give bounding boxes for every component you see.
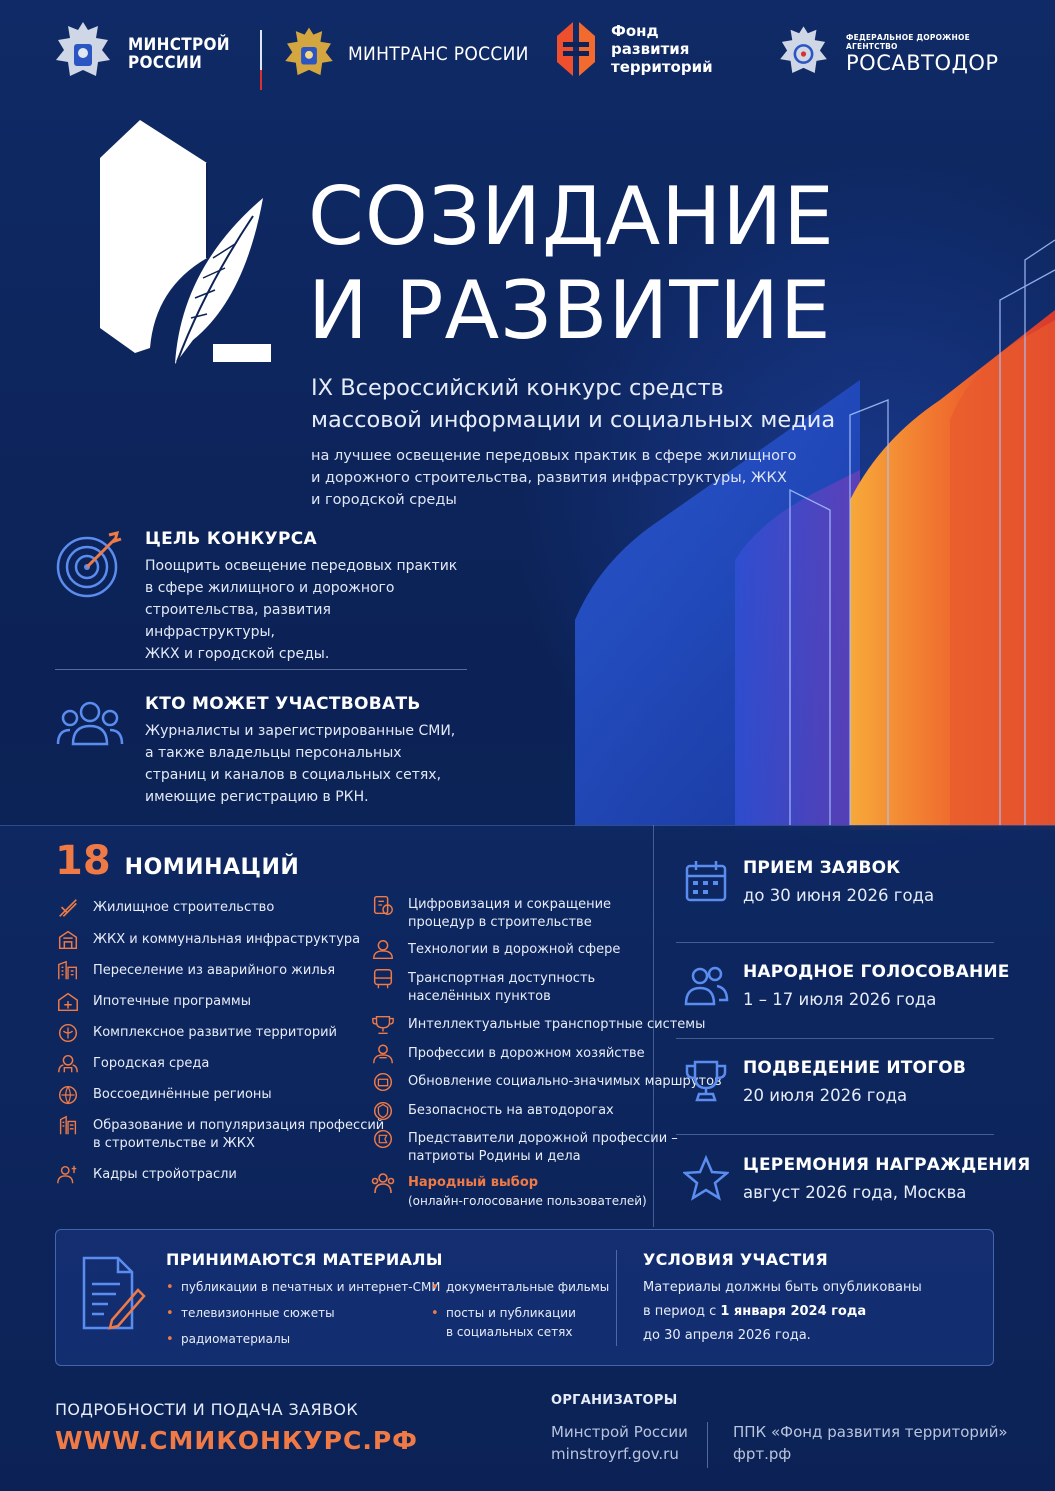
- nomination-item: [55, 1055, 209, 1076]
- participants-section: [55, 694, 475, 814]
- nomination-label-line: Обновление социально-значимых маршрутов: [408, 1074, 722, 1089]
- mortgage-icon: [55, 990, 81, 1014]
- document-pen-icon: [78, 1254, 146, 1334]
- nomination-label: [408, 970, 595, 1006]
- nomination-item: [370, 970, 595, 1006]
- people-vote-icon: [683, 962, 729, 1008]
- nomination-label-line: Представители дорожной профессии –: [408, 1131, 678, 1146]
- nomination-label-line: Профессии в дорожном хозяйстве: [408, 1046, 645, 1061]
- nomination-item: [370, 1045, 645, 1066]
- organizers-label: ОРГАНИЗАТОРЫ: [551, 1393, 678, 1408]
- nomination-item: [370, 1016, 705, 1037]
- nomination-item: [370, 1102, 614, 1123]
- frt-mark-icon: [553, 18, 599, 80]
- material-item: [431, 1304, 576, 1342]
- its-icon: [370, 1013, 396, 1037]
- conditions-text: [643, 1276, 973, 1348]
- nomination-item: [370, 941, 620, 962]
- nomination-label: [408, 1073, 722, 1091]
- utility-building-icon: [55, 928, 81, 952]
- nomination-item: [55, 993, 251, 1014]
- details-label: ПОДРОБНОСТИ И ПОДАЧА ЗАЯВОК: [55, 1400, 359, 1419]
- logo-bar: [50, 18, 1010, 98]
- house-move-icon: [55, 959, 81, 983]
- nomination-label-line: Цифровизация и сокращение: [408, 897, 612, 912]
- coat-of-arms-icon: [50, 18, 116, 90]
- logo-divider: [260, 30, 262, 90]
- nomination-label: [408, 941, 620, 959]
- conditions-line-prefix: в период с: [643, 1304, 721, 1319]
- nomination-label: [93, 1024, 337, 1042]
- organizer-site-link[interactable]: minstroyrf.gov.ru: [551, 1445, 679, 1463]
- organizer-site-link[interactable]: фрт.рф: [733, 1445, 792, 1463]
- peoples-choice-icon: [370, 1171, 396, 1195]
- crane-icon: [55, 896, 81, 920]
- participants-line: имеющие регистрацию в РКН.: [145, 789, 369, 805]
- bus-route-icon: [370, 1070, 396, 1094]
- nomination-item: [370, 896, 611, 932]
- nomination-item: [55, 931, 360, 952]
- conditions-line: до 30 апреля 2026 года.: [643, 1328, 811, 1343]
- organizer-frt: [733, 1421, 1008, 1465]
- participants-line: страниц и каналов в социальных сетях,: [145, 767, 442, 783]
- road-tech-icon: [370, 938, 396, 962]
- nomination-label-line: ЖКХ и коммунальная инфраструктура: [93, 932, 361, 947]
- nomination-item: [55, 1086, 272, 1107]
- nomination-label-line: Транспортная доступность: [408, 971, 596, 986]
- nomination-label: [93, 899, 274, 917]
- schedule-divider: [676, 942, 994, 943]
- frt-line-3: территорий: [611, 58, 713, 76]
- nomination-label-line: Безопасность на автодорогах: [408, 1103, 614, 1118]
- goal-text: [145, 555, 465, 665]
- digital-icon: [370, 893, 396, 917]
- title-line-2: И РАЗВИТИЕ: [308, 264, 832, 357]
- nomination-label: [93, 1086, 272, 1104]
- mintrans-name: МИНТРАНС РОССИИ: [348, 43, 529, 65]
- note-line-1: на лучшее освещение передовых практик в сфере жилищного: [311, 448, 797, 464]
- subtitle-line-2: массовой информации и социальных медиа: [311, 407, 836, 433]
- road-worker-icon: [370, 1042, 396, 1066]
- nomination-item: [55, 1117, 384, 1153]
- people-group-icon: [55, 694, 125, 764]
- territory-icon: [55, 1021, 81, 1045]
- nomination-peoples-choice: [370, 1174, 647, 1210]
- nomination-label: [93, 1166, 237, 1184]
- education-icon: [55, 1114, 81, 1138]
- goal-section: [55, 529, 475, 662]
- nomination-label: [408, 1016, 705, 1034]
- note-line-3: и городской среды: [311, 492, 457, 508]
- materials-box: [55, 1229, 994, 1366]
- title-line-1: СОЗИДАНИЕ: [308, 170, 835, 263]
- contest-logo-icon: [95, 118, 275, 368]
- rosavtodor-title: РОСАВТОДОР: [846, 51, 999, 75]
- frt-logo: [553, 18, 713, 80]
- goal-line: ЖКХ и городской среды.: [145, 646, 330, 662]
- coat-of-arms-icon: [775, 18, 832, 90]
- schedule-date: 1 – 17 июля 2026 года: [743, 990, 937, 1009]
- conditions-line: Материалы должны быть опубликованы: [643, 1280, 922, 1295]
- material-item: • радиоматериалы: [166, 1330, 290, 1349]
- nomination-label-line: процедур в строительстве: [408, 915, 592, 930]
- target-icon: [55, 529, 125, 599]
- transport-icon: [370, 967, 396, 991]
- nomination-label-line: Комплексное развитие территорий: [93, 1025, 337, 1040]
- schedule-title: ПРИЕМ ЗАЯВОК: [743, 858, 901, 878]
- nomination-label: [408, 1130, 678, 1166]
- material-item: • публикации в печатных и интернет-СМИ: [166, 1278, 440, 1297]
- peoples-choice-sub: (онлайн-голосование пользователей): [408, 1194, 647, 1208]
- rosavtodor-logo: [775, 18, 1010, 90]
- nominations-count: 18: [55, 838, 111, 884]
- nomination-label: [93, 993, 251, 1011]
- coat-of-arms-icon: [280, 18, 338, 90]
- road-safety-icon: [370, 1099, 396, 1123]
- nomination-label-line: Воссоединённые регионы: [93, 1087, 272, 1102]
- mintrans-logo: [280, 18, 529, 90]
- nomination-item: [370, 1130, 678, 1166]
- schedule-date: 20 июля 2026 года: [743, 1086, 908, 1105]
- participants-line: Журналисты и зарегистрированные СМИ,: [145, 723, 456, 739]
- schedule-title: НАРОДНОЕ ГОЛОСОВАНИЕ: [743, 962, 1010, 982]
- frt-name: [611, 22, 713, 76]
- schedule-title: ЦЕРЕМОНИЯ НАГРАЖДЕНИЯ: [743, 1155, 1031, 1175]
- participants-text: [145, 720, 465, 808]
- nomination-item: [55, 899, 274, 920]
- conditions-title: УСЛОВИЯ УЧАСТИЯ: [643, 1250, 828, 1269]
- minstroy-name: МИНСТРОЙ РОССИИ: [128, 35, 230, 73]
- material-item: • телевизионные сюжеты: [166, 1304, 335, 1323]
- nomination-label: [93, 931, 360, 949]
- material-item-line: • посты и публикации: [446, 1306, 576, 1320]
- conditions-start-date: 1 января 2024 года: [720, 1304, 867, 1319]
- nomination-label-line: в строительстве и ЖКХ: [93, 1136, 255, 1151]
- material-item-line: в социальных сетях: [446, 1325, 573, 1339]
- nomination-label-line: Образование и популяризация профессий: [93, 1118, 385, 1133]
- nomination-label-line: Городская среда: [93, 1056, 210, 1071]
- city-icon: [55, 1052, 81, 1076]
- conditions-line: [643, 1300, 973, 1324]
- nomination-label: [408, 896, 611, 932]
- nomination-label-line: патриоты Родины и дела: [408, 1149, 581, 1164]
- organizer-name: Минстрой России: [551, 1423, 688, 1441]
- rosavtodor-name: [846, 33, 1010, 75]
- page-title: [308, 170, 835, 358]
- rosavtodor-subtitle: ФЕДЕРАЛЬНОЕ ДОРОЖНОЕ АГЕНТСТВО: [846, 33, 970, 51]
- nomination-item: [55, 1166, 237, 1187]
- trophy-icon: [683, 1058, 729, 1104]
- frt-line-2: развития: [611, 40, 690, 58]
- materials-divider: [616, 1250, 617, 1346]
- goal-line: в сфере жилищного и дорожного: [145, 580, 395, 596]
- subtitle: [311, 372, 911, 436]
- organizer-minstroy: [551, 1421, 688, 1465]
- frt-line-1: Фонд: [611, 22, 659, 40]
- nomination-label-line: Интеллектуальные транспортные системы: [408, 1017, 706, 1032]
- schedule-divider: [676, 1134, 994, 1135]
- participants-line: а также владельцы персональных: [145, 745, 402, 761]
- nomination-label-line: Жилищное строительство: [93, 900, 275, 915]
- material-item: • документальные фильмы: [431, 1278, 609, 1297]
- nomination-label: [408, 1045, 645, 1063]
- goal-title: ЦЕЛЬ КОНКУРСА: [145, 529, 317, 549]
- goal-line: строительства, развития инфраструктуры,: [145, 602, 331, 640]
- calendar-icon: [683, 858, 729, 904]
- nomination-label: [93, 1055, 209, 1073]
- nominations-title: НОМИНАЦИЙ: [124, 855, 300, 880]
- nomination-item: [370, 1073, 722, 1094]
- organizer-divider: [707, 1422, 708, 1468]
- materials-title: ПРИНИМАЮТСЯ МАТЕРИАЛЫ: [166, 1250, 443, 1269]
- nomination-label: [408, 1102, 614, 1120]
- nomination-label-line: Переселение из аварийного жилья: [93, 963, 336, 978]
- nomination-label: [93, 962, 335, 980]
- regions-icon: [55, 1083, 81, 1107]
- nomination-item: [55, 962, 335, 983]
- star-icon: [683, 1155, 729, 1201]
- note-line-2: и дорожного строительства, развития инфраструктуры, ЖКХ: [311, 470, 787, 486]
- schedule-date: август 2026 года, Москва: [743, 1183, 967, 1202]
- nomination-label-line: Технологии в дорожной сфере: [408, 942, 621, 957]
- organizer-name: ППК «Фонд развития территорий»: [733, 1423, 1008, 1441]
- nomination-label-line: населённых пунктов: [408, 989, 551, 1004]
- nominations-heading: [55, 838, 299, 884]
- peoples-choice-title: Народный выбор: [408, 1175, 539, 1190]
- goal-line: Поощрить освещение передовых практик: [145, 558, 458, 574]
- schedule-title: ПОДВЕДЕНИЕ ИТОГОВ: [743, 1058, 967, 1078]
- nomination-item: [55, 1024, 337, 1045]
- patriot-icon: [370, 1127, 396, 1151]
- section-divider: [55, 669, 467, 670]
- nomination-label-line: Кадры стройотрасли: [93, 1167, 237, 1182]
- contest-website-link[interactable]: WWW.СМИКОНКУРС.РФ: [55, 1426, 418, 1455]
- schedule-date: до 30 июня 2026 года: [743, 886, 935, 905]
- minstroy-logo: [50, 18, 230, 90]
- nomination-label-line: Ипотечные программы: [93, 994, 251, 1009]
- nomination-label: [93, 1117, 384, 1153]
- schedule-divider: [676, 1038, 994, 1039]
- workers-icon: [55, 1163, 81, 1187]
- participants-title: КТО МОЖЕТ УЧАСТВОВАТЬ: [145, 694, 421, 714]
- subtitle-note: [311, 445, 831, 511]
- subtitle-line-1: IX Всероссийский конкурс средств: [311, 375, 724, 401]
